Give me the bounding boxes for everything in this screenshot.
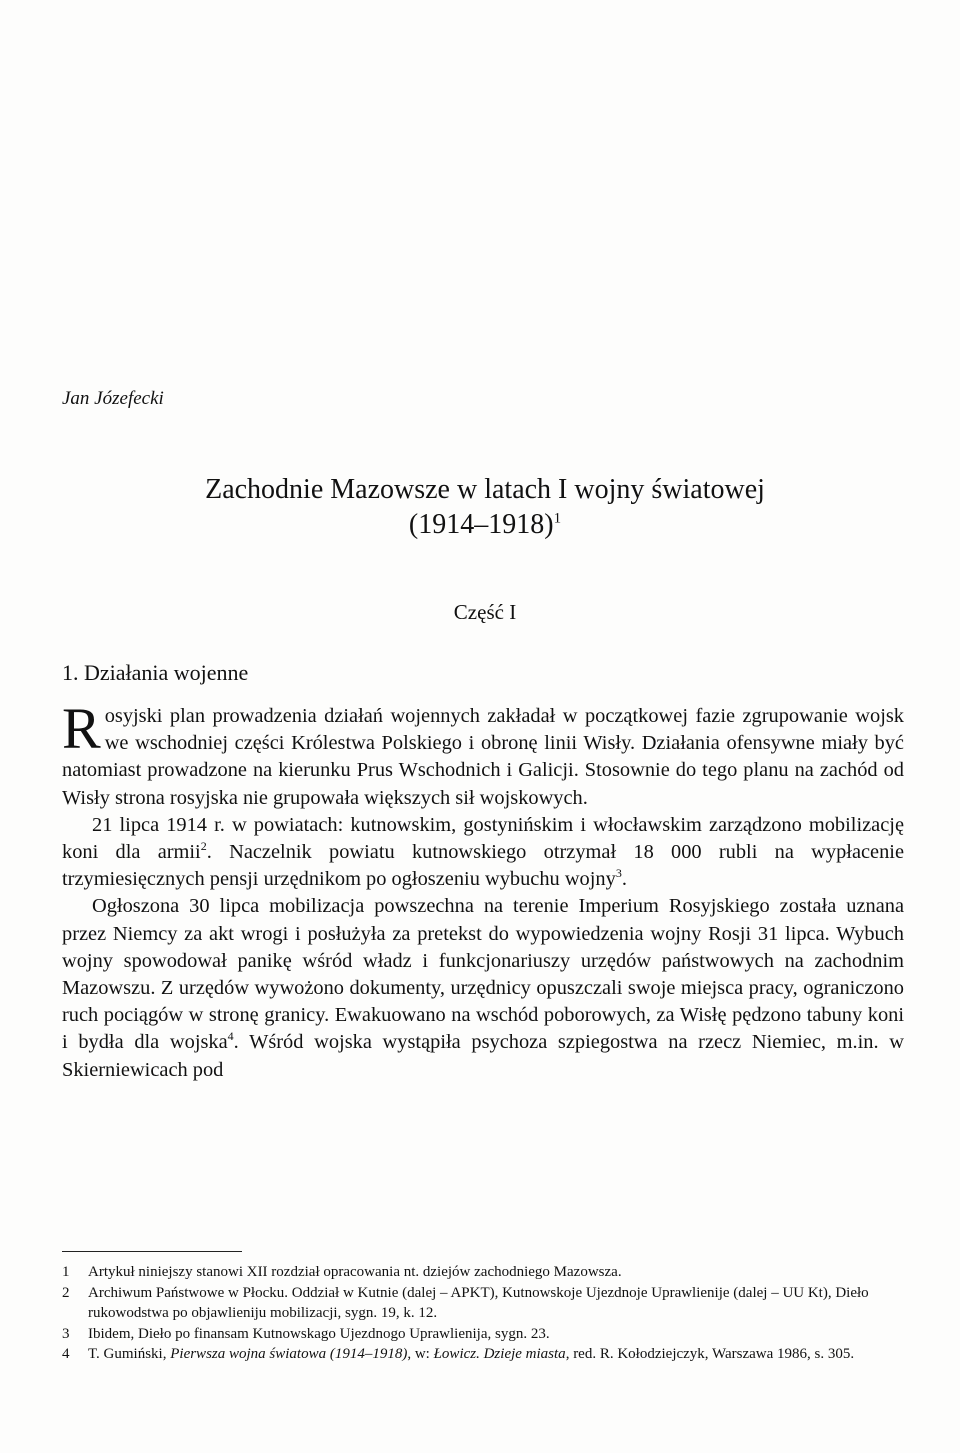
footnote-2 — [62, 1283, 904, 1324]
footnote-number: 3 — [62, 1325, 70, 1342]
footnote-number: 1 — [62, 1264, 70, 1280]
paragraph-3-text-a: Ogłoszona 30 lipca mobilizacja powszechna na terenie Imperium Rosyjskiego została uznana przez Niemcy za akt wrogi i posłużyła za pretekst do wypowiedzenia wojny Rosji 31 lipca. Wybuch wojny spowodował panikę wśród władz i funkcjonariuszy urzędów państwowych na zachodnim Mazowszu. Z urzędów wywożono dokumenty, urzędnicy opuszczali swoje miejsca pracy, ograniczono ruch pociągów w stronę granicy. Ewakuowano na wschód poborowych, za Wisłę pędzono tabuny koni i bydła dla wojska — [62, 895, 904, 1054]
article-title-text: Zachodnie Mazowsze w latach I wojny światowej — [205, 474, 765, 505]
paragraph-2-text-b: . Naczelnik powiatu kutnowskiego otrzymał 18 000 rubli na wypłacenie trzymiesięcznych pensji urzędnikom po ogłoszeniu wybuchu wojny — [62, 841, 905, 891]
paragraph-2-text-c: . — [621, 868, 627, 891]
paragraph-2-text-a: 21 lipca 1914 r. w powiatach: kutnowskim, gostynińskim i włocławskim zarządzono mobilizację koni dla armii — [62, 813, 904, 864]
footnote-number: 2 — [62, 1284, 70, 1301]
footnote-text: Artykuł niniejszy stanowi XII rozdział opracowania nt. dziejów zachodniego Mazowsza. — [88, 1264, 622, 1280]
part-heading: Część I — [453, 600, 517, 624]
footnote-divider — [62, 1251, 242, 1252]
footnote-3 — [62, 1324, 904, 1345]
paragraph-3-text-b: . Wśród wojska wystąpiła psychoza szpiegostwa na rzecz Niemiec, m.in. w Skierniewicach pod — [62, 1031, 904, 1081]
article-title-years: (1914–1918) — [408, 509, 554, 540]
footnote-number: 4 — [62, 1346, 70, 1362]
footnote-text-part: , w: — [407, 1346, 434, 1362]
title-footnote-ref[interactable]: 1 — [553, 510, 562, 527]
article-title — [60, 472, 910, 542]
article-body — [62, 696, 905, 1084]
footnote-text: Archiwum Państwowe w Płocku. Oddział w Kutnie (dalej – APKT), Kutnowskoje Ujezdnoje Uprawlienije (dalej – UU Kt), Dieło rukowodstwa po objawlieniju mobilizacji, sygn. 19, k. 12. — [88, 1284, 869, 1321]
footnote-4 — [62, 1344, 904, 1365]
paragraph-3 — [62, 893, 904, 1083]
footnote-ref-2[interactable]: 2 — [200, 839, 207, 854]
footnotes — [62, 1262, 904, 1365]
section-heading: 1. Działania wojenne — [62, 660, 249, 685]
paragraph-1-text: osyjski plan prowadzenia działań wojennych zakładał w początkowej fazie zgrupowanie wojsk we wschodniej części Królestwa Polskiego i obronę linii Wisły. Działania ofensywne miały być natomiast prowadzone na kierunku Prus Wschodnich i Galicji. Stosownie do tego planu na zachód od Wisły strona rosyjska nie grupowała większych sił wojskowych. — [62, 705, 904, 809]
footnote-title-italic: Łowicz. Dzieje miasta — [433, 1346, 566, 1362]
paragraph-2 — [62, 812, 904, 894]
author-name: Jan Józefecki — [62, 388, 164, 409]
footnote-ref-3[interactable]: 3 — [615, 866, 622, 881]
footnote-text-part: , red. R. Kołodziejczyk, Warszawa 1986, s. 305. — [565, 1346, 855, 1362]
drop-cap: R — [62, 696, 101, 761]
footnote-ref-4[interactable]: 4 — [227, 1029, 234, 1044]
footnote-text-part: T. Gumiński, — [88, 1346, 171, 1362]
footnote-1 — [62, 1262, 904, 1283]
footnote-text: Ibidem, Dieło po finansam Kutnowskago Ujezdnogo Uprawlienija, sygn. 23. — [88, 1325, 550, 1342]
footnote-title-italic: Pierwsza wojna światowa (1914–1918) — [170, 1346, 408, 1362]
footnote-text — [88, 1344, 904, 1365]
paragraph-1 — [62, 696, 904, 812]
